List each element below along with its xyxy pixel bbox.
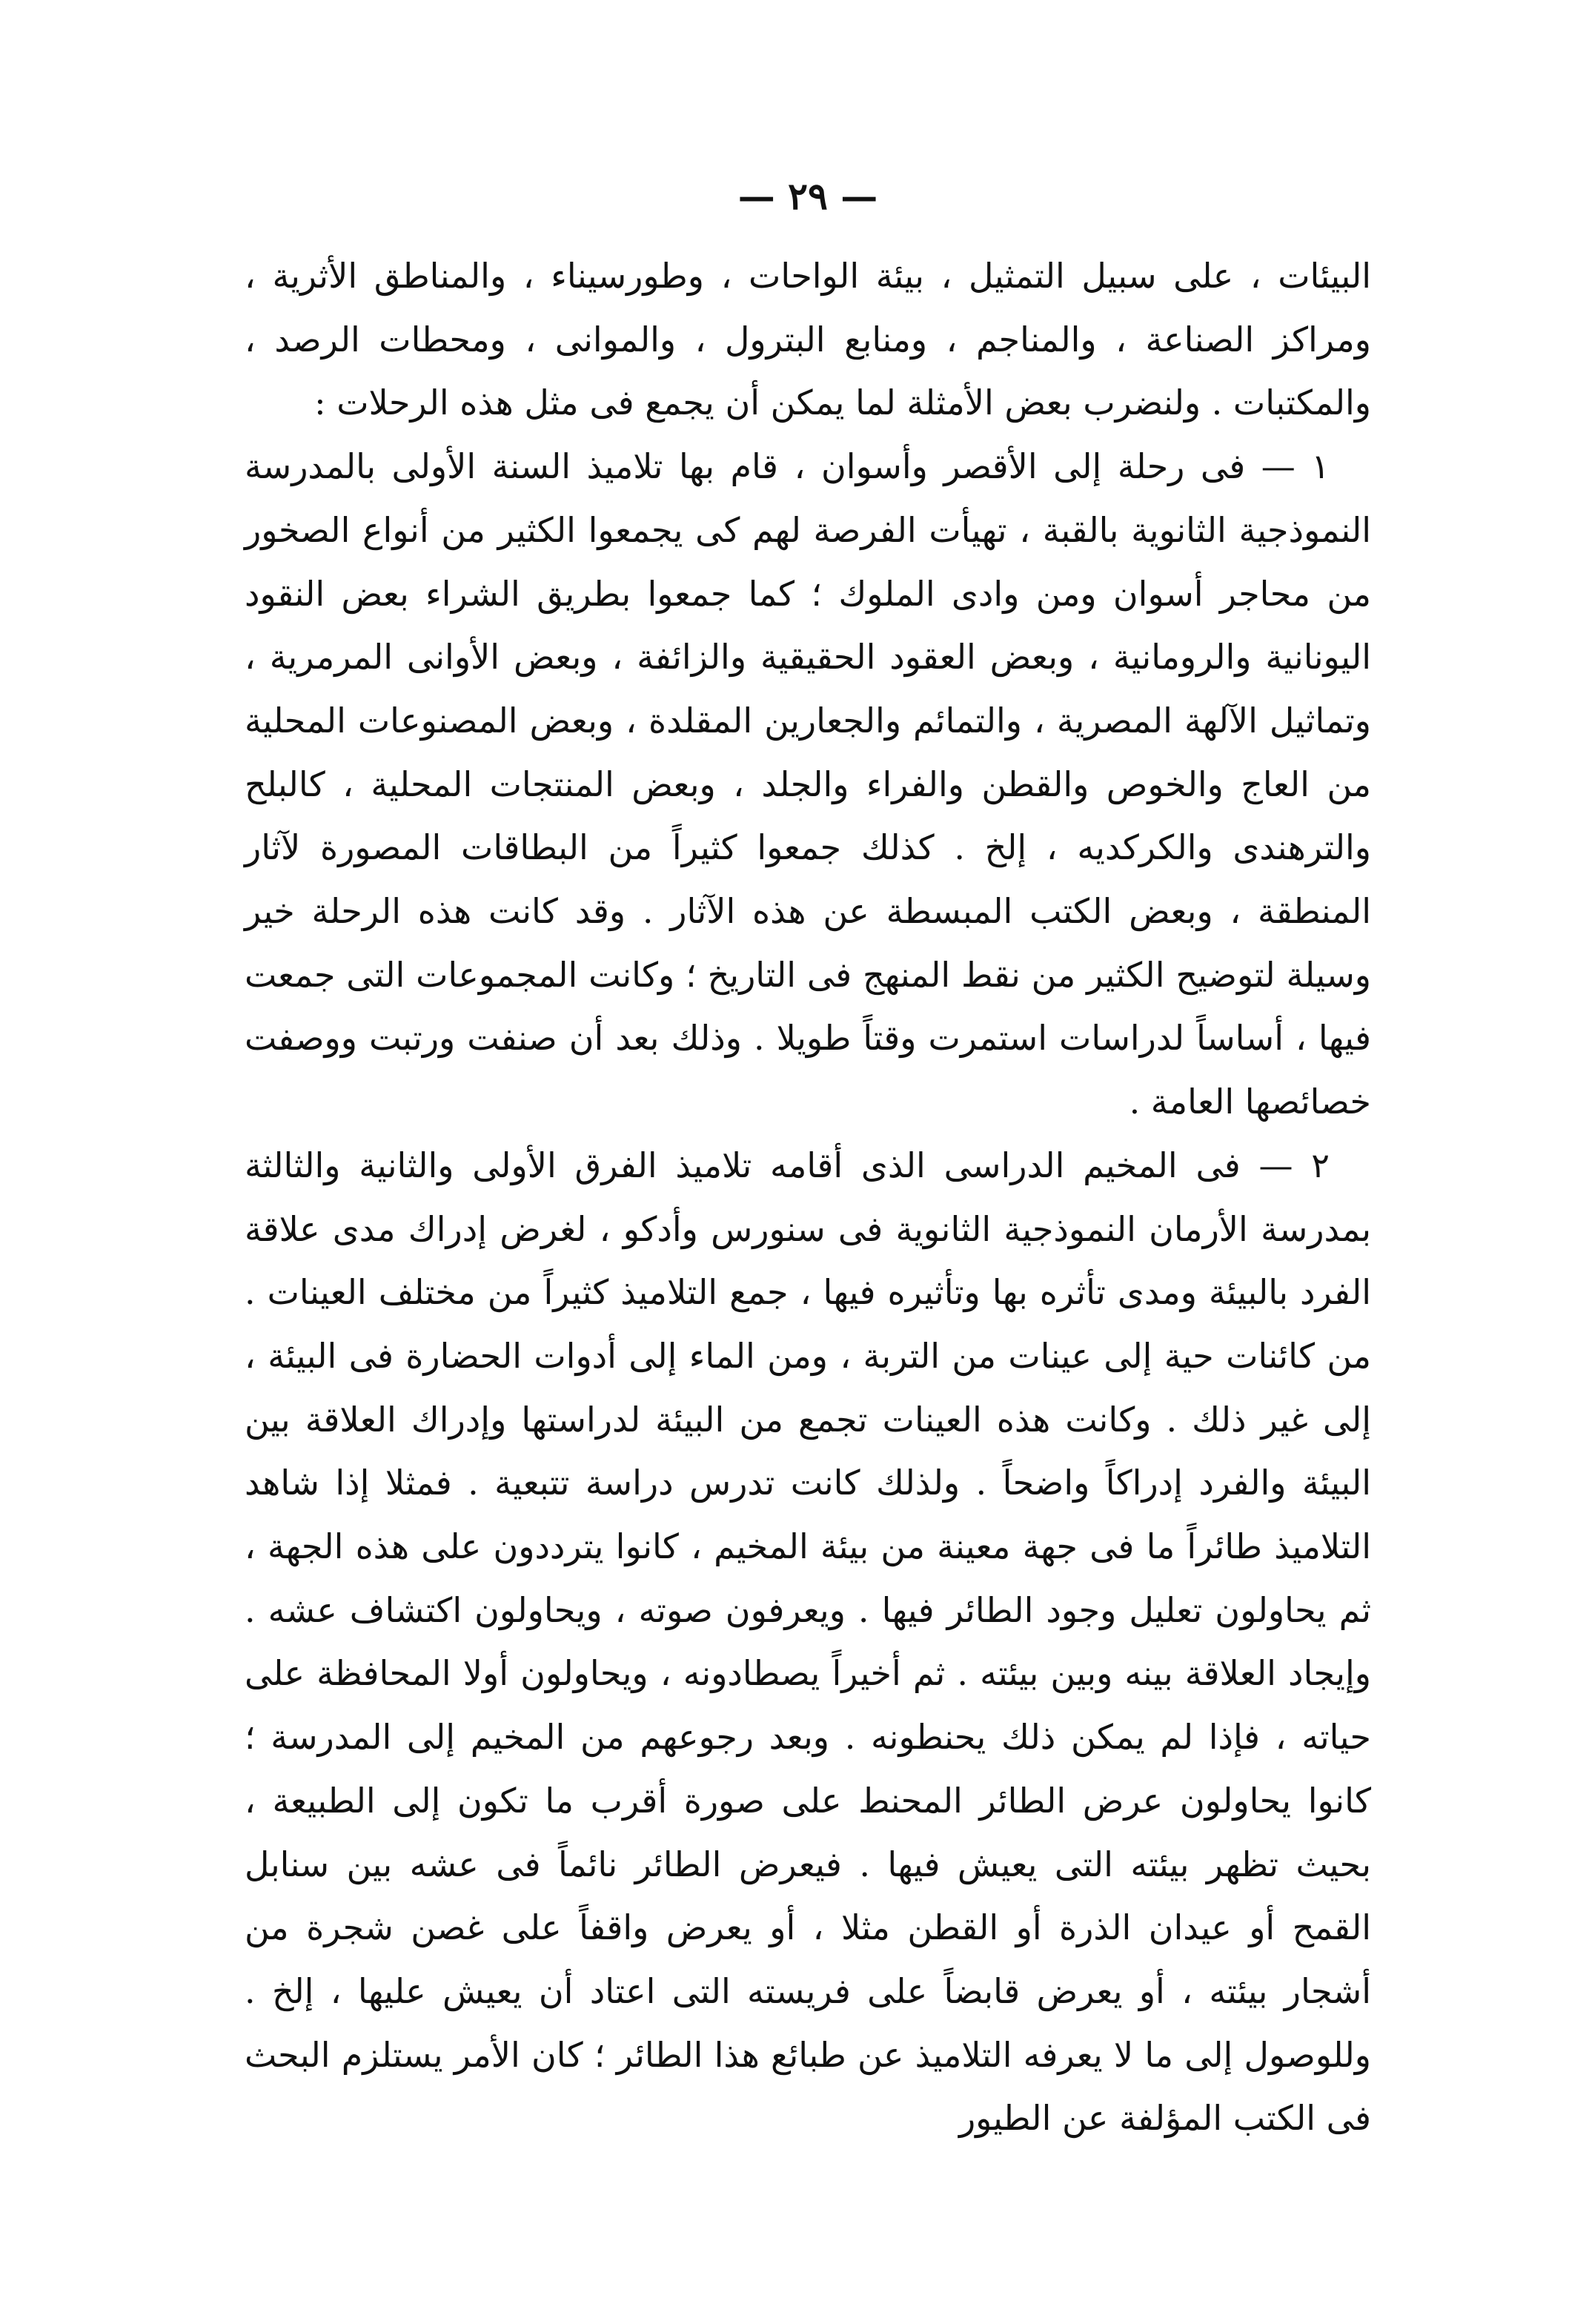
page-number: — ٢٩ — [737, 174, 878, 218]
body-text [245, 245, 1371, 2151]
paragraph-intro: البيئات ، على سبيل التمثيل ، بيئة الواحات ، وطورسيناء ، والمناطق الأثرية ، ومراكز الصناعة ، والمناجم ، ومنابع البترول ، والموانى ، ومحطات الرصد ، والمكتبات . ولنضرب بعض الأمثلة لما يمكن أن يجمع فى مثل هذه الرحلات : [245, 256, 1371, 423]
document-page [245, 171, 1371, 2172]
paragraph-item-1: ١ — فى رحلة إلى الأقصر وأسوان ، قام بها تلاميذ السنة الأولى بالمدرسة النموذجية الثانوية بالقبة ، تهيأت الفرصة لهم كى يجمعوا الكثير من أنواع الصخور من محاجر أسوان ومن وادى الملوك ؛ كما جمعوا بطريق الشراء بعض النقود اليونانية والرومانية ، وبعض العقود الحقيقية والزائفة ، وبعض الأوانى المرمرية ، وتماثيل الآلهة المصرية ، والتمائم والجعارين المقلدة ، وبعض المصنوعات المحلية من العاج والخوص والقطن والفراء والجلد ، وبعض المنتجات المحلية ، كالبلح والترهندى والكركديه ، إلخ . كذلك جمعوا كثيراً من البطاقات المصورة لآثار المنطقة ، وبعض الكتب المبسطة عن هذه الآثار . وقد كانت هذه الرحلة خير وسيلة لتوضيح الكثير من نقط المنهج فى التاريخ ؛ وكانت المجموعات التى جمعت فيها ، أساساً لدراسات استمرت وقتاً طويلا . وذلك بعد أن صنفت ورتبت ووصفت خصائصها العامة . [245, 446, 1371, 1122]
paragraph-item-2: ٢ — فى المخيم الدراسى الذى أقامه تلاميذ الفرق الأولى والثانية والثالثة بمدرسة الأرمان النموذجية الثانوية فى سنورس وأدكو ، لغرض إدراك مدى علاقة الفرد بالبيئة ومدى تأثره بها وتأثيره فيها ، جمع التلاميذ كثيراً من مختلف العينات . من كائنات حية إلى عينات من التربة ، ومن الماء إلى أدوات الحضارة فى البيئة ، إلى غير ذلك . وكانت هذه العينات تجمع من البيئة لدراستها وإدراك العلاقة بين البيئة والفرد إدراكاً واضحاً . ولذلك كانت تدرس دراسة تتبعية . فمثلا إذا شاهد التلاميذ طائراً ما فى جهة معينة من بيئة المخيم ، كانوا يترددون على هذه الجهة ، ثم يحاولون تعليل وجود الطائر فيها . ويعرفون صوته ، ويحاولون اكتشاف عشه . وإيجاد العلاقة بينه وبين بيئته . ثم أخيراً يصطادونه ، ويحاولون أولا المحافظة على حياته ، فإذا لم يمكن ذلك يحنطونه . وبعد رجوعهم من المخيم إلى المدرسة ؛ كانوا يحاولون عرض الطائر المحنط على صورة أقرب ما تكون إلى الطبيعة ، بحيث تظهر بيئته التى يعيش فيها . فيعرض الطائر نائماً فى عشه بين سنابل القمح أو عيدان الذرة أو القطن مثلا ، أو يعرض واقفاً على غصن شجرة من أشجار بيئته ، أو يعرض قابضاً على فريسته التى اعتاد أن يعيش عليها ، إلخ . وللوصول إلى ما لا يعرفه التلاميذ عن طبائع هذا الطائر ؛ كان الأمر يستلزم البحث فى الكتب المؤلفة عن الطيور [245, 1145, 1372, 2139]
